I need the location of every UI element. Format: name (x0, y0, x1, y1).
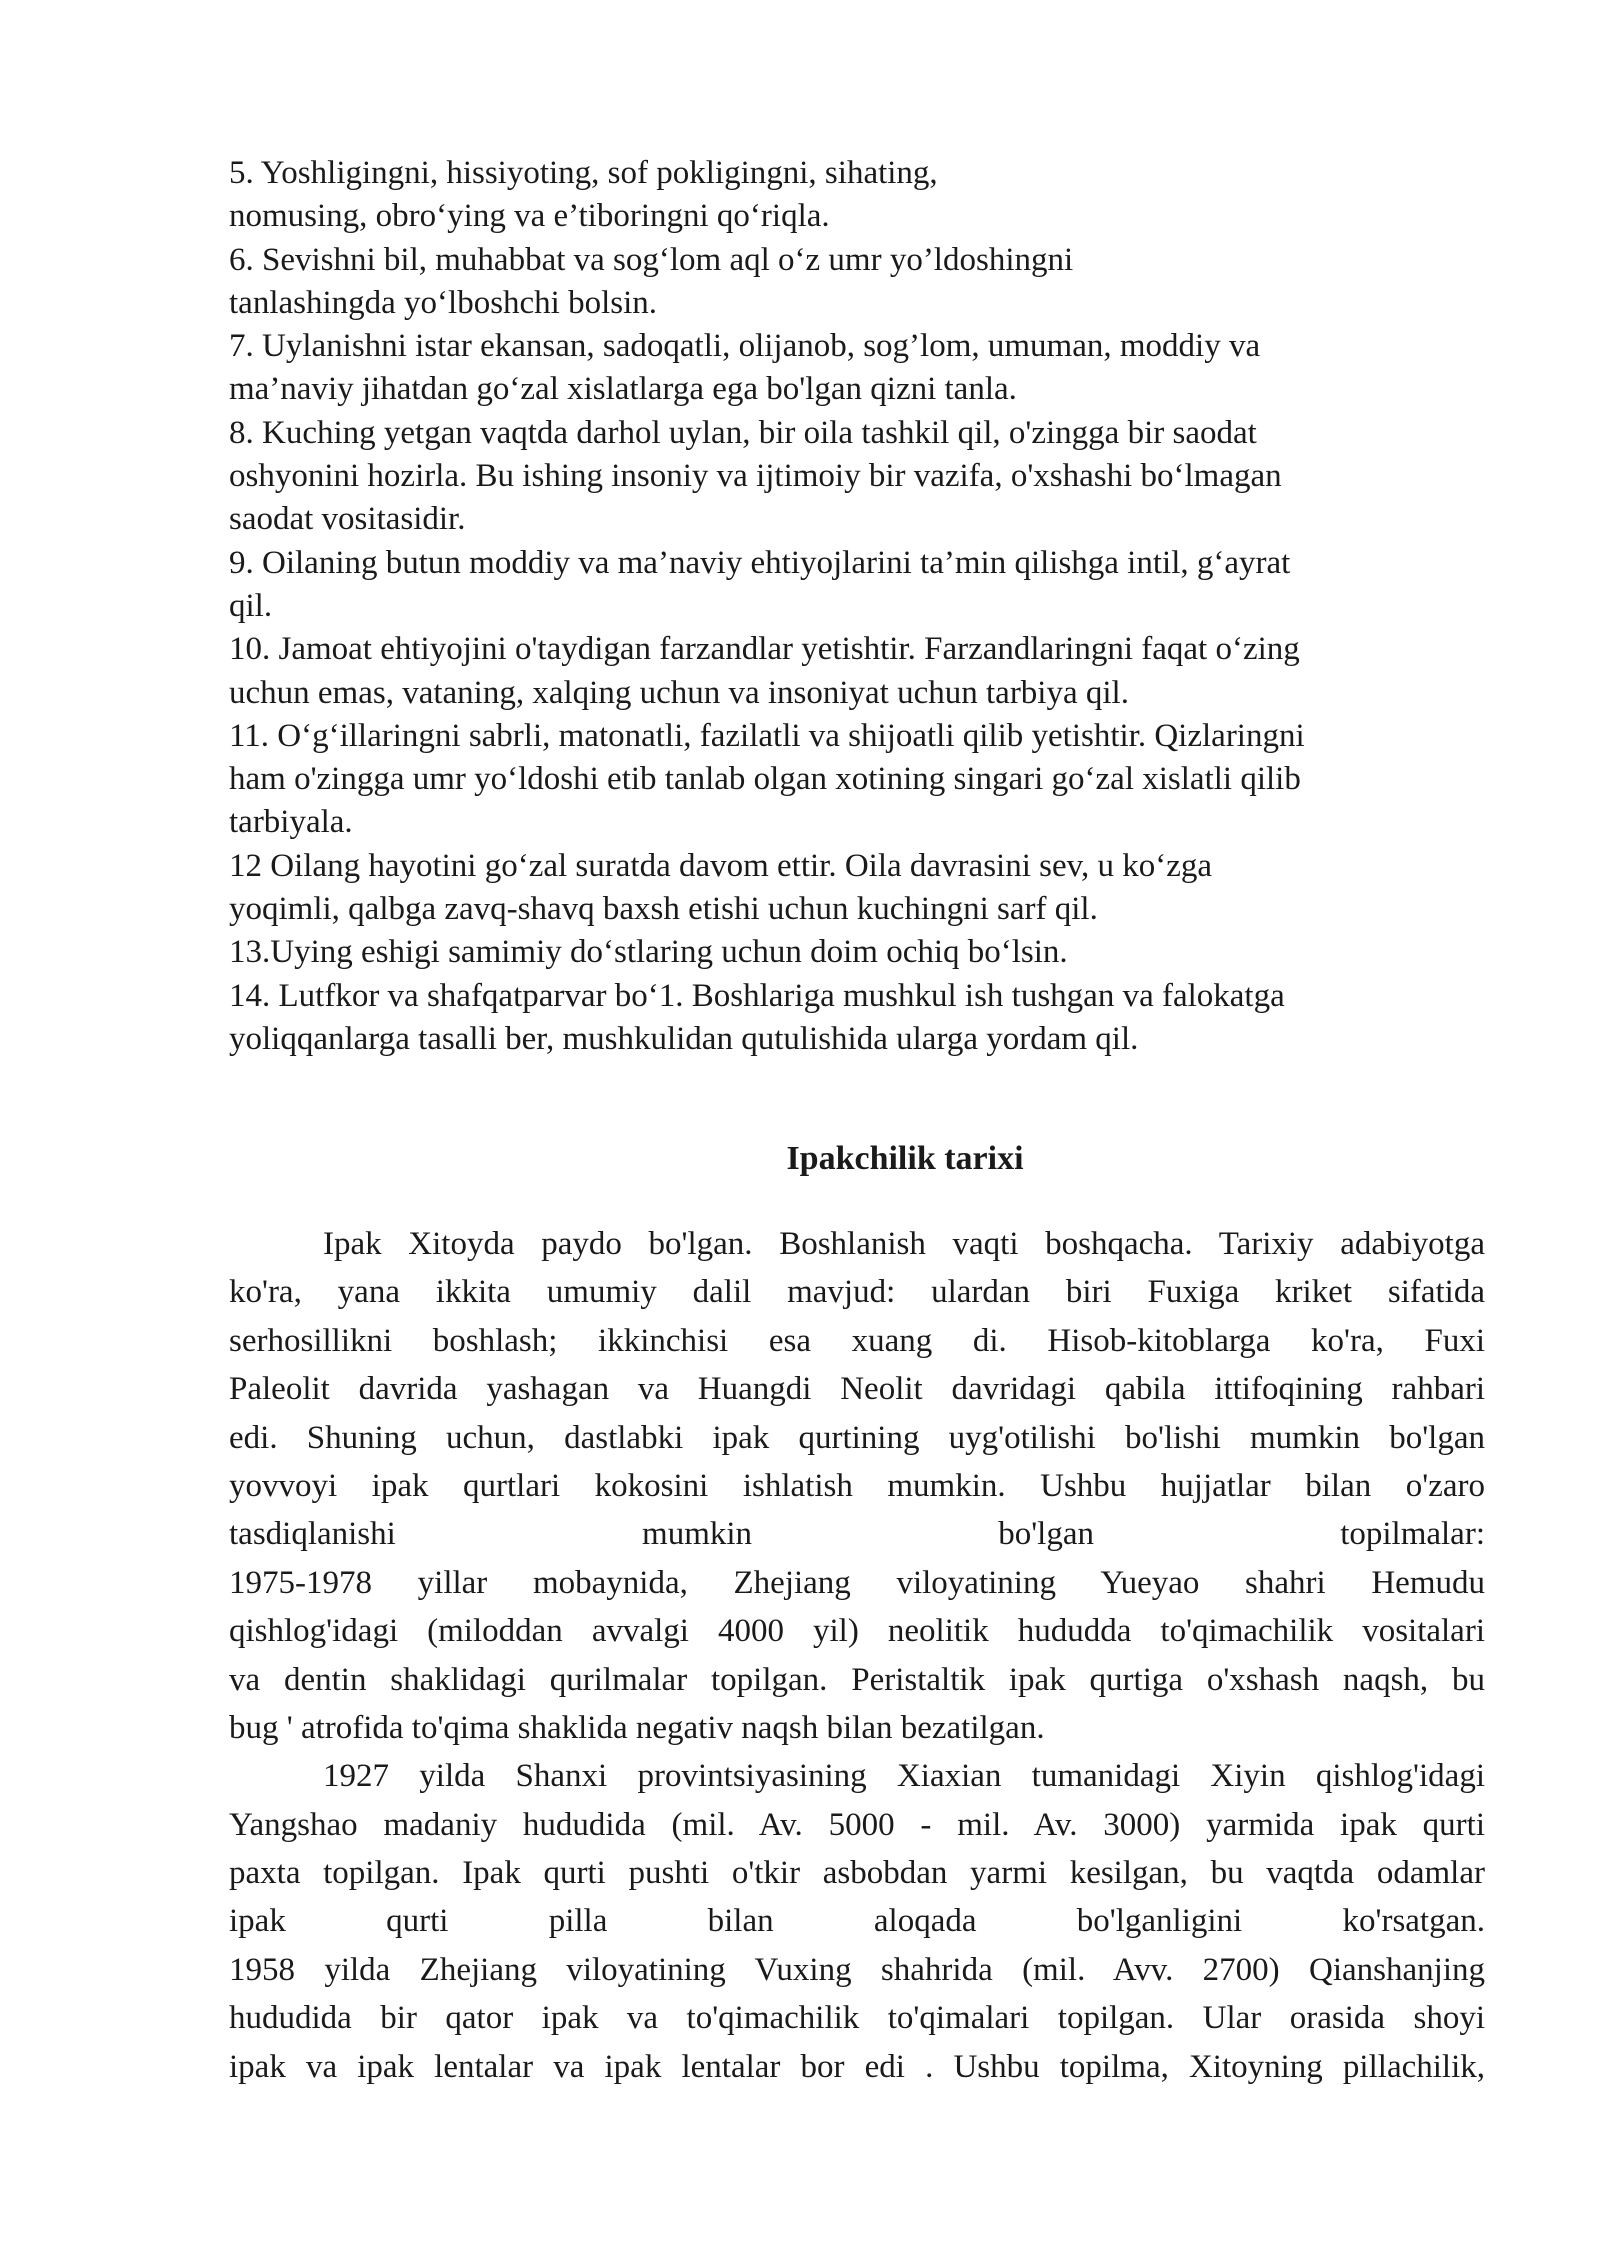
list-line: nomusing, obro‘ying va e’tiboringni qo‘riqla. (229, 198, 830, 235)
list-line: 13.Uying eshigi samimiy do‘stlaring uchun doim ochiq bo‘lsin. (229, 934, 1068, 971)
paragraph-1 (229, 1220, 1485, 1752)
paragraph-line: Yangshao madaniy hududida (mil. Av. 5000 - mil. Av. 3000) yarmida ipak qurti (229, 1806, 1485, 1843)
paragraph-line: ipak qurti pilla bilan aloqada bo'lganligini ko'rsatgan. (229, 1903, 1485, 1940)
list-line: 5. Yoshligingni, hissiyoting, sof pokligingni, sihating, (229, 155, 938, 191)
list-line: 9. Oilaning butun moddiy va ma’naviy ehtiyojlarini ta’min qilishga intil, g‘ayrat (229, 544, 1291, 581)
section-title: Ipakchilik tarixi (786, 1140, 1024, 1177)
list-line: yoqimli, qalbga zavq-shavq baxsh etishi uchun kuchingni sarf qil. (229, 891, 1098, 928)
paragraph-line: 1958 yilda Zhejiang viloyatining Vuxing shahrida (mil. Avv. 2700) Qianshanjing (229, 1951, 1485, 1988)
list-line: oshyonini hozirla. Bu ishing insoniy va ijtimoiy bir vazifa, o'xshashi bo‘lmagan (229, 458, 1282, 495)
list-line: 10. Jamoat ehtiyojini o'taydigan farzandlar yetishtir. Farzandlaringni faqat o‘zing (229, 631, 1300, 668)
list-line: ma’naviy jihatdan go‘zal xislatlarga ega bo'lgan qizni tanla. (229, 371, 1017, 408)
list-line: 12 Oilang hayotini go‘zal suratda davom ettir. Oila davrasini sev, u ko‘zga (229, 847, 1213, 884)
paragraph-line: tasdiqlanishi mumkin bo'lgan topilmalar: (229, 1516, 1485, 1553)
list-line: tarbiyala. (229, 804, 353, 841)
paragraph-line: paxta topilgan. Ipak qurti pushti o'tkir asbobdan yarmi kesilgan, bu vaqtda odamlar (229, 1855, 1485, 1892)
list-line: 8. Kuching yetgan vaqtda darhol uylan, bir oila tashkil qil, o'zingga bir saodat (229, 414, 1257, 451)
paragraph-line: 1927 yilda Shanxi provintsiyasining Xiaxian tumanidagi Xiyin qishlog'idagi (323, 1758, 1485, 1795)
list-line: uchun emas, vataning, xalqing uchun va insoniyat uchun tarbiya qil. (229, 674, 1129, 711)
list-line: 7. Uylanishni istar ekansan, sadoqatli, olijanob, sog’lom, umuman, moddiy va (229, 328, 1261, 365)
list-line: ham o'zingga umr yo‘ldoshi etib tanlab olgan xotining singari go‘zal xislatli qilib (229, 761, 1301, 798)
paragraph-line: 1975-1978 yillar mobaynida, Zhejiang viloyatining Yueyao shahri Hemudu (229, 1564, 1485, 1601)
paragraph-line: va dentin shaklidagi qurilmalar topilgan. Peristaltik ipak qurtiga o'xshash naqsh, bu (229, 1661, 1485, 1698)
list-line: tanlashingda yo‘lboshchi bolsin. (229, 284, 658, 321)
list-line: 6. Sevishni bil, muhabbat va sog‘lom aql o‘z umr yo’ldoshingni (229, 241, 1074, 278)
paragraph-line: edi. Shuning uchun, dastlabki ipak qurtining uyg'otilishi bo'lishi mumkin bo'lgan (229, 1419, 1485, 1456)
paragraph-line: Paleolit davrida yashagan va Huangdi Neolit davridagi qabila ittifoqining rahbari (229, 1371, 1485, 1408)
list-line: saodat vositasidir. (229, 501, 466, 538)
paragraph-line: bug ' atrofida to'qima shaklida negativ naqsh bilan bezatilgan. (229, 1709, 1045, 1746)
paragraph-line: qishlog'idagi (miloddan avvalgi 4000 yil) neolitik hududda to'qimachilik vositalari (229, 1613, 1485, 1650)
list-line: 11. O‘g‘illaringni sabrli, matonatli, fazilatli va shijoatli qilib yetishtir. Qizlaringni (229, 717, 1305, 754)
paragraph-line: yovvoyi ipak qurtlari kokosini ishlatish mumkin. Ushbu hujjatlar bilan o'zaro (229, 1467, 1485, 1504)
list-line: 14. Lutfkor va shafqatparvar bo‘1. Boshlariga mushkul ish tushgan va falokatga (229, 977, 1285, 1014)
numbered-advice-list (229, 152, 1499, 1061)
paragraph-2 (229, 1752, 1485, 2091)
paragraph-line: Ipak Xitoyda paydo bo'lgan. Boshlanish vaqti boshqacha. Tarixiy adabiyotga (323, 1226, 1485, 1262)
paragraph-line: ipak va ipak lentalar va ipak lentalar bor edi . Ushbu topilma, Xitoyning pillachilik, (229, 2048, 1485, 2085)
paragraph-line: hududida bir qator ipak va to'qimachilik to'qimalari topilgan. Ular orasida shoyi (229, 2000, 1485, 2037)
list-line: qil. (229, 587, 273, 624)
list-line: yoliqqanlarga tasalli ber, mushkulidan qutulishida ularga yordam qil. (229, 1020, 1139, 1057)
article-body (229, 1220, 1485, 2091)
paragraph-line: ko'ra, yana ikkita umumiy dalil mavjud: ulardan biri Fuxiga kriket sifatida (229, 1274, 1485, 1311)
paragraph-line: serhosillikni boshlash; ikkinchisi esa xuang di. Hisob-kitoblarga ko'ra, Fuxi (229, 1322, 1485, 1359)
